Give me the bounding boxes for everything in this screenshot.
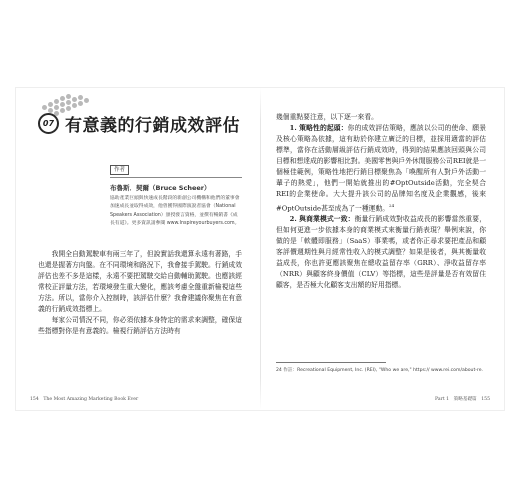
book-spread xyxy=(16,88,504,410)
folio-left: 154 The Most Amazing Marketing Book Ever xyxy=(30,397,139,402)
list-item-label: 1. 策略性的起頭： xyxy=(289,124,348,132)
author-box xyxy=(110,156,242,229)
author-name: 布魯斯．契爾（Bruce Scheer） xyxy=(110,184,211,192)
footnote-divider xyxy=(276,362,386,363)
chapter-number-badge: 07 xyxy=(38,113,59,134)
list-item xyxy=(276,123,486,214)
chapter-title: 有意義的行銷成效評估 xyxy=(65,115,240,136)
folio-right: Part 1 策略基礎篇 155 xyxy=(435,397,490,402)
chapter-heading xyxy=(38,112,240,134)
list-item-text: 你的成效評估策略，應該以公司的使命、願景及核心策略為依據，這有助於你建立廣泛的目標，並採用適當的評估標準，當你在活動層級評估行銷成效時，得到的結果應該回頭與公司目標和想達成的影響相比對。美國零售與戶外休閒服務公司REI就是一個極佳範例，策略性地把行銷目標聚焦為「喚醒所有人對戶外活動一輩子的熱愛」，他們一開始就推出的#OptOutside活動，完全契合REI的企業使命。大大提升該公司的品牌知名度及企業觀感，後來#OptOutside甚至成為了一種運動。 xyxy=(276,124,487,213)
list-item-text: 衡量行銷成效對收益成長的影響當然重要，但如何更進一步依據本身的商業模式來衡量行銷表現？舉例來說，你做的是「軟體即服務」（SaaS）事業嗎，或者你正尋求要把產品和顧客評價週期性與月經常性收入的模式調整？如果是後者，與其衡量收益成長，你也許更應該聚焦在總收益留存率（GRR）、淨收益留存率（NRR）與顧客終身價值（CLV）等指標，這些是評量是否有效留住顧客，是否極大化顧客支出額的好用指標。 xyxy=(276,215,486,290)
author-tag: 作者 xyxy=(110,165,129,175)
left-body-text xyxy=(38,249,242,337)
paragraph: 每家公司情況不同，你必須依據本身特定的需求來調整，確保這些指標對你是有意義的。檢視行銷評估方法時有 xyxy=(38,316,242,335)
footnote-marker: 24 xyxy=(389,203,395,208)
list-item xyxy=(276,214,486,291)
author-divider xyxy=(110,177,242,178)
list-item-label: 2. 與商業模式一致： xyxy=(289,215,355,224)
paragraph: 我開全自動駕駛車有兩三年了，但說實話我還算永遠有著路，手也還是握著方向盤。在不同環境和路況下，我會接手駕駛。行銷成效評估也差不多是這樣，永遠不要把駕駛交給自動輔助駕駛。也應該經常校正評量方法，若環境發生重大變化，應該考慮全盤重新檢視這些方法。所以，當你介入控制時，該評估什麼？我會建議你聚焦在有意義的行銷成效指標上。 xyxy=(38,250,242,313)
paragraph: 幾個重點要注意，以下逐一來看。 xyxy=(276,113,378,121)
page-gutter xyxy=(260,88,261,410)
author-bio: 協助產業巨頭與快速成長階段的新創公司機構和他們的董事會加速成長並取得成效，他曾獲得國際演說者協會（National Speakers Association）頒授發言資格，並撰有暢銷書《成長有道》。更多資訊請參閱 www.Inspireyourbuyers.com。 xyxy=(110,196,240,227)
footnote: 24 作註：Recreational Equipment, Inc. (REI), "Who we are," https:// www.rei.com/about-re. xyxy=(276,368,484,373)
right-body-text xyxy=(276,112,486,291)
